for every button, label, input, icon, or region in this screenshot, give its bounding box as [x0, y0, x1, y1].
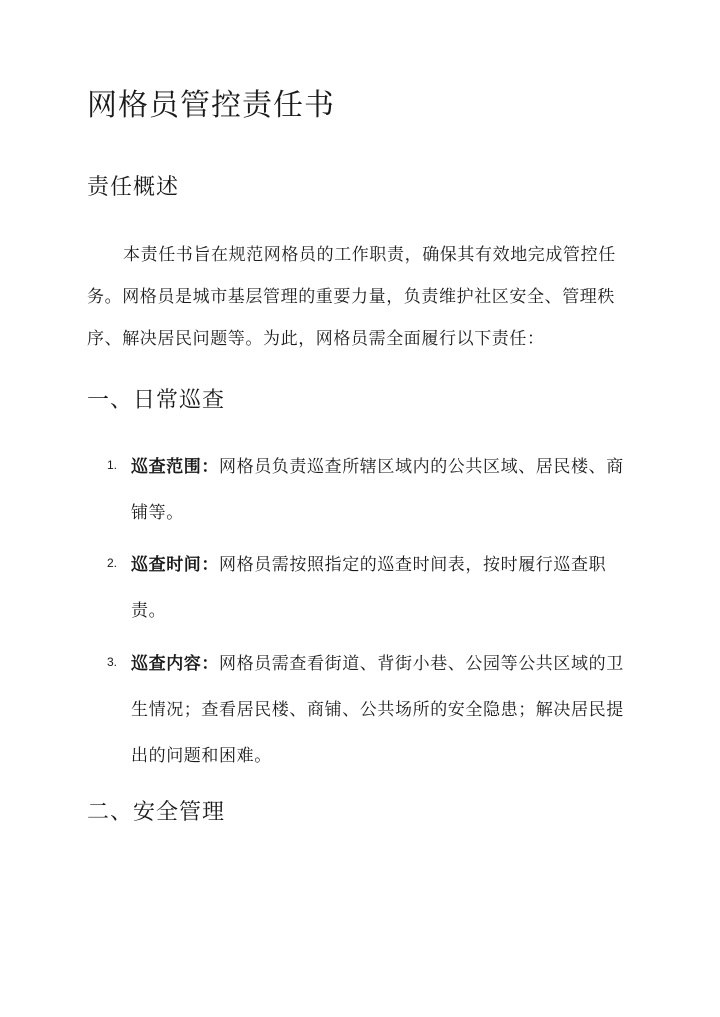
list-item-number: 3. [107, 655, 118, 669]
list-item-content [131, 641, 635, 779]
list-item-patrol-scope [107, 444, 635, 536]
list-item-text: 网格员需查看街道、背街小巷、公园等公共区域的卫生情况；查看居民楼、商铺、公共场所的安全隐患；解决居民提出的问题和困难。 [131, 654, 624, 766]
list-item-number: 2. [107, 556, 118, 570]
list-item-number: 1. [107, 458, 118, 472]
list-item-patrol-content [107, 641, 635, 779]
list-item-content [131, 542, 635, 634]
list-item-label: 巡查范围： [131, 457, 219, 477]
list-item-text: 网格员负责巡查所辖区域内的公共区域、居民楼、商铺等。 [131, 457, 624, 523]
document-title: 网格员管控责任书 [87, 88, 335, 123]
overview-paragraph: 本责任书旨在规范网格员的工作职责，确保其有效地完成管控任务。网格员是城市基层管理的重要力量，负责维护社区安全、管理秩序、解决居民问题等。为此，网格员需全面履行以下责任： [87, 245, 616, 349]
overview-heading: 责任概述 [87, 175, 180, 200]
section-heading-safety-management: 二、安全管理 [87, 800, 226, 825]
list-item-text: 网格员需按照指定的巡查时间表，按时履行巡查职责。 [131, 555, 607, 621]
list-item-patrol-time [107, 542, 635, 634]
list-item-label: 巡查内容： [131, 654, 219, 674]
list-item-content [131, 444, 635, 536]
section-heading-daily-patrol: 一、日常巡查 [87, 388, 226, 413]
list-item-label: 巡查时间： [131, 555, 219, 575]
